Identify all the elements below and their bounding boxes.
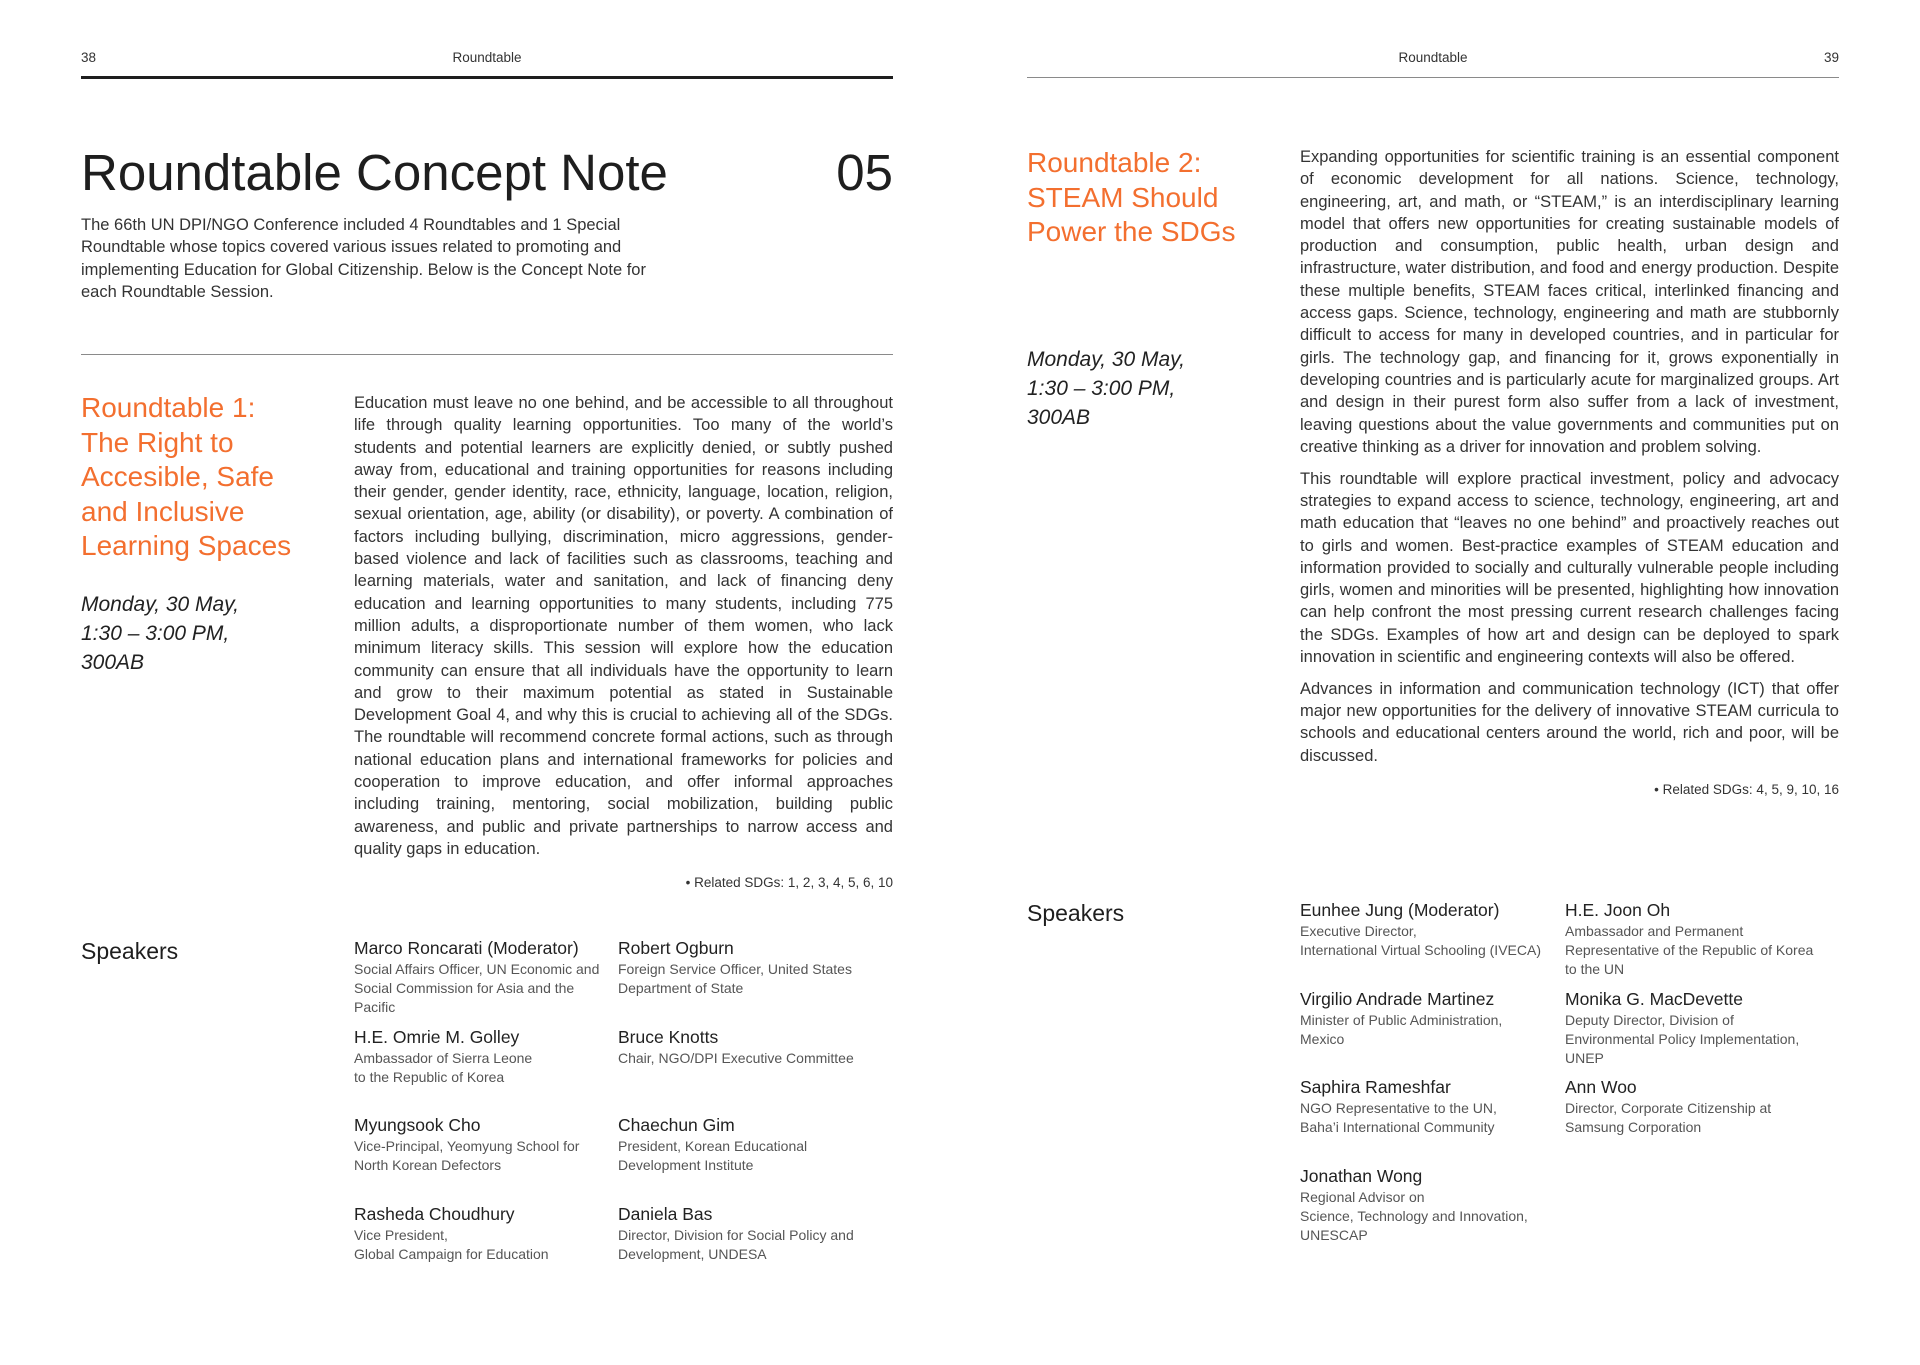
speaker-entry (354, 1202, 618, 1291)
schedule-date: Monday, 30 May, (1027, 348, 1185, 371)
speaker-name: Rasheda Choudhury (354, 1203, 515, 1224)
running-head: Roundtable (1398, 50, 1468, 65)
speaker-entry (1565, 898, 1839, 987)
speaker-name: Bruce Knotts (618, 1026, 719, 1047)
roundtable-schedule (81, 591, 239, 677)
speaker-name: Saphira Rameshfar (1300, 1077, 1451, 1098)
speaker-role-line: Baha’i International Community (1300, 1119, 1495, 1136)
speaker-entry (618, 1025, 893, 1114)
speaker-name: H.E. Joon Oh (1565, 900, 1671, 920)
speaker-name: Virgilio Andrade Martinez (1300, 988, 1495, 1009)
speaker-name: Ann Woo (1565, 1077, 1637, 1098)
roundtable-title-line: and Inclusive (81, 495, 245, 527)
speaker-role-line: Director, Corporate Citizenship at (1565, 1100, 1772, 1117)
speaker-entry (354, 1113, 618, 1202)
roundtable-title-line: The Right to (81, 426, 234, 458)
roundtable-title-line: Roundtable 2: (1027, 147, 1202, 178)
speaker-role-line: Vice President, (354, 1226, 448, 1243)
speaker-name: Myungsook Cho (354, 1115, 481, 1136)
speaker-name: H.E. Omrie M. Golley (354, 1026, 520, 1047)
body-paragraph: Expanding opportunities for scientific training is an essential component of economic development for all nations. Science, technology, engineering, art, and math, or “STEAM,” is an interdisciplinary learning model that offers new opportunities for creating sustainable models of production and consumption, public health, urban design and infrastructure, water distribution, and food and energy production. Despite these multiple benefits, STEAM faces critical, interlinked financing and access gaps. Science, technology, engineering and math are stubbornly difficult to access for many in developed countries, and in particular for girls. The technology gap, and financing for it, grows exponentially in developing countries and is particularly acute for marginalized groups. Art and design in their purest form also suffer from a lack of investment, leaving questions about the value governments and communities put on creative thinking as a driver for innovation and problem solving. (1300, 148, 1839, 456)
roundtable-title-line: Power the SDGs (1027, 216, 1236, 247)
speaker-name: Robert Ogburn (618, 938, 734, 958)
speaker-role-line: Regional Advisor on (1300, 1188, 1425, 1205)
speaker-role-line: to the UN (1565, 961, 1625, 977)
speaker-role-line: NGO Representative to the UN, (1300, 1100, 1497, 1117)
speaker-entry (1565, 1075, 1839, 1164)
body-paragraph: Education must leave no one behind, and be accessible to all throughout life through quality learning opportunities. Too many of the world’s students and potential learners are explicitly denied, or subtly pushed away from, educational and training opportunities for reasons including their gender, gender identity, race, ethnicity, language, location, religion, sexual orientation, age, ability (or disability), or poverty. A combination of factors including bullying, discrimination, micro aggressions, gender-based violence and lack of facilities such as classrooms, teaching and learning materials, water and sanitation, and lack of financing deny education and learning opportunities to many students, including 775 million adults, a disproportionate number of them women, who lack minimum literacy skills. This session will explore how the education community can ensure that all individuals have the opportunity to learn and grow to their maximum potential as stated in Sustainable Development Goal 4, and why this is crucial to achieving all of the SDGs. The roundtable will recommend concrete formal actions, such as through national education plans and international frameworks for policies and cooperation to improve education, and offer informal approaches including training, mentoring, social mobilization, building public awareness, and public and private partnerships to narrow access and quality gaps in education. (354, 394, 893, 858)
speaker-entry (354, 936, 618, 1025)
speaker-entry (354, 1025, 618, 1114)
roundtable-title-line: Learning Spaces (81, 530, 292, 561)
roundtable-schedule (1027, 346, 1185, 432)
speaker-role-line: UNESCAP (1300, 1226, 1368, 1243)
roundtable-body (1300, 146, 1839, 799)
speaker-role-line: Global Campaign for Education (354, 1245, 549, 1262)
speaker-role-line: Development, UNDESA (618, 1245, 767, 1262)
speaker-role-line: North Korean Defectors (354, 1157, 502, 1174)
speaker-role-line: Chair, NGO/DPI Executive Committee (618, 1049, 854, 1066)
speaker-entry (618, 1113, 893, 1202)
related-sdgs: • Related SDGs: 1, 2, 3, 4, 5, 6, 10 (685, 875, 893, 891)
speaker-role-line: Samsung Corporation (1565, 1119, 1702, 1136)
speaker-entry (618, 936, 893, 1025)
body-paragraph: Advances in information and communication technology (ICT) that offer major new opportunities for the delivery of innovative STEAM curricula to schools and educational centers around the world, rich and poor, will be discussed. (1300, 679, 1839, 765)
speaker-role-line: Vice-Principal, Yeomyung School for (354, 1138, 580, 1155)
speaker-name: Marco Roncarati (Moderator) (354, 938, 579, 958)
page-title: Roundtable Concept Note (81, 144, 668, 201)
schedule-time: 1:30 – 3:00 PM, (81, 621, 230, 645)
schedule-time: 1:30 – 3:00 PM, (1027, 376, 1176, 400)
speaker-role-line: Development Institute (618, 1157, 754, 1174)
roundtable-title-line: Accesible, Safe (81, 461, 274, 492)
speaker-role-line: Executive Director, (1300, 923, 1417, 939)
speaker-role-line: Pacific (354, 999, 396, 1015)
speaker-entry (1300, 987, 1565, 1076)
speakers-heading: Speakers (1027, 900, 1125, 926)
speaker-role-line: Director, Division for Social Policy and (618, 1226, 854, 1243)
intro-paragraph: The 66th UN DPI/NGO Conference included 4 Roundtables and 1 Special Roundtable whose topics covered various issues related to promoting and implementing Education for Global Citizenship. Below is the Concept Note for each Roundtable Session. (81, 216, 646, 301)
roundtable-title-line: Roundtable 1: (81, 392, 256, 423)
speaker-role-line: Social Affairs Officer, UN Economic and (354, 961, 600, 977)
roundtable-title (81, 391, 321, 564)
header-rule (1027, 77, 1839, 78)
speaker-role-line: Department of State (618, 980, 744, 996)
page-number: 38 (81, 50, 97, 65)
speaker-entry (618, 1202, 893, 1291)
related-sdgs: • Related SDGs: 4, 5, 9, 10, 16 (1654, 782, 1839, 798)
roundtable-title (1027, 146, 1267, 250)
speaker-entry (1300, 1164, 1565, 1253)
roundtable-body (354, 392, 893, 892)
schedule-room: 300AB (81, 650, 145, 674)
speakers-list (1300, 898, 1839, 1252)
speaker-role-line: Mexico (1300, 1030, 1345, 1047)
section-number: 05 (836, 144, 893, 201)
speakers-list (354, 936, 893, 1290)
speaker-role-line: International Virtual Schooling (IVECA) (1300, 942, 1541, 958)
body-paragraph: This roundtable will explore practical investment, policy and advocacy strategies to expand access to science, technology, engineering, art and math education that “leaves no one behind” and proactively reaches out to girls and women. Best-practice examples of STEAM education and information provided to socially and culturally vulnerable people including girls, women and minorities will be presented, highlighting how innovation can help confront the most pressing current research challenges facing the SDGs. Examples of how art and design can be deployed to spark innovation in scientific and engineering contexts will also be offered. (1300, 469, 1839, 667)
page-number: 39 (1823, 50, 1839, 65)
speaker-entry (1300, 1075, 1565, 1164)
speaker-entry (1565, 987, 1839, 1076)
speaker-name: Eunhee Jung (Moderator) (1300, 900, 1500, 920)
speaker-role-line: President, Korean Educational (618, 1138, 808, 1155)
speaker-role-line: Science, Technology and Innovation, (1300, 1207, 1528, 1224)
speaker-role-line: Social Commission for Asia and the (354, 980, 575, 996)
speaker-role-line: Ambassador of Sierra Leone (354, 1049, 533, 1066)
speaker-name: Monika G. MacDevette (1565, 988, 1743, 1009)
speaker-role-line: Representative of the Republic of Korea (1565, 942, 1814, 958)
speakers-heading: Speakers (81, 938, 179, 964)
speaker-role-line: Deputy Director, Division of (1565, 1011, 1734, 1028)
speaker-role-line: Ambassador and Permanent (1565, 923, 1744, 939)
speaker-name: Jonathan Wong (1300, 1165, 1423, 1186)
speaker-role-line: to the Republic of Korea (354, 1068, 505, 1085)
speaker-role-line: UNEP (1565, 1049, 1604, 1066)
speaker-role-line: Foreign Service Officer, United States (618, 961, 852, 977)
roundtable-title-line: STEAM Should (1027, 181, 1219, 213)
speaker-role-line: Environmental Policy Implementation, (1565, 1030, 1800, 1047)
speaker-role-line: Minister of Public Administration, (1300, 1011, 1503, 1028)
header-rule (81, 76, 893, 79)
section-divider (81, 354, 893, 355)
schedule-room: 300AB (1027, 405, 1091, 429)
speaker-name: Daniela Bas (618, 1203, 713, 1224)
running-head: Roundtable (452, 50, 522, 65)
schedule-date: Monday, 30 May, (81, 593, 239, 616)
speaker-entry (1300, 898, 1565, 987)
speaker-name: Chaechun Gim (618, 1115, 735, 1136)
